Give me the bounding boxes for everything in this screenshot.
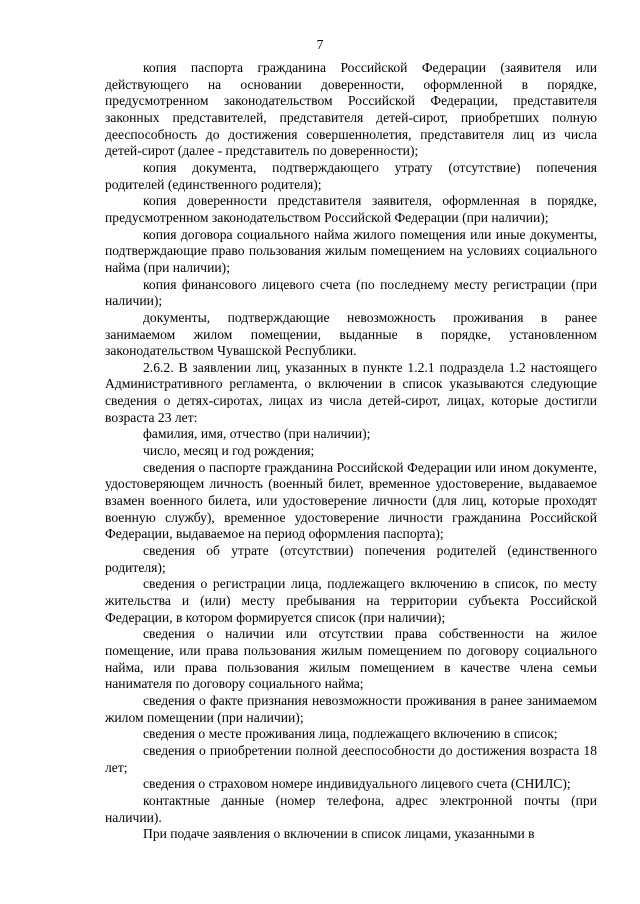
paragraph-property-rights-info: сведения о наличии или отсутствии права собственности на жилое помещение, или права пользования жилым помещением по договору социального найма, или права пользования жилым помещением в качестве члена семьи нанимателя по договору социального найма; <box>105 626 597 692</box>
paragraph-custody-loss-info: сведения об утрате (отсутствии) попечения родителей (единственного родителя); <box>105 543 597 575</box>
paragraph-place-of-residence-info: сведения о месте проживания лица, подлежащего включению в список; <box>143 726 558 742</box>
paragraph-snils-info: сведения о страховом номере индивидуального лицевого счета (СНИЛС); <box>143 776 571 792</box>
paragraph-residence-impossibility-documents: документы, подтверждающие невозможность проживания в ранее занимаемом жилом помещении, выданные в порядке, установленном законодательством Чувашской Республики. <box>105 309 597 359</box>
paragraph-section-2-6-2: 2.6.2. В заявлении лиц, указанных в пункте 1.2.1 подраздела 1.2 настоящего Административного регламента, о включении в список указываются следующие сведения о детях-сиротах, лицах из числа детей-сирот, лицах, которые достигли возраста 23 лет: <box>105 359 597 425</box>
paragraph-residence-impossibility-info: сведения о факте признания невозможности проживания в ранее занимаемом жилом помещении (при наличии); <box>105 692 597 725</box>
page-number: 7 <box>316 37 324 52</box>
paragraph-registration-info: сведения о регистрации лица, подлежащего включению в список, по месту жительства и (или) месту пребывания на территории субъекта Российской Федерации, в котором формируется список (при наличии); <box>105 576 597 625</box>
paragraph-application-continuation: При подаче заявления о включении в список лицами, указанными в <box>143 826 535 842</box>
paragraph-contact-details: контактные данные (номер телефона, адрес электронной почты (при наличии). <box>105 792 597 825</box>
paragraph-legal-capacity-info: сведения о приобретении полной дееспособности до достижения возраста 18 лет; <box>105 742 597 775</box>
paragraph-financial-account-copy: копия финансового лицевого счета (по последнему месту регистрации (при наличии); <box>105 276 597 309</box>
paragraph-full-name: фамилия, имя, отчество (при наличии); <box>143 426 371 442</box>
paragraph-passport-copy: копия паспорта гражданина Российской Федерации (заявителя или действующего на основании доверенности, оформленной в порядке, предусмотренном законодательством Российской Федерации, представителя законных представителей, представителя детей-сирот, приобретших полную дееспособность до достижения совершеннолетия, представителя лиц из числа детей-сирот (далее - представитель по доверенности); <box>105 60 597 159</box>
paragraph-power-of-attorney-copy: копия доверенности представителя заявителя, оформленная в порядке, предусмотренном законодательством Российской Федерации (при наличии); <box>105 193 597 225</box>
paragraph-social-lease-copy: копия договора социального найма жилого помещения или иные документы, подтверждающие право пользования жилым помещением на условиях социального найма (при наличии); <box>105 226 597 275</box>
paragraph-passport-info: сведения о паспорте гражданина Российской Федерации или ином документе, удостоверяющем личность (военный билет, временное удостоверение, выдаваемое взамен военного билета, или удостоверение личности (для лиц, которые проходят военную службу), временное удостоверение личности гражданина Российской Федерации, выдаваемое на период оформления паспорта); <box>105 459 597 542</box>
paragraph-custody-loss-document: копия документа, подтверждающего утрату (отсутствие) попечения родителей (единственного родителя); <box>105 159 597 192</box>
paragraph-birth-date: число, месяц и год рождения; <box>143 443 315 459</box>
document-body <box>105 60 597 843</box>
